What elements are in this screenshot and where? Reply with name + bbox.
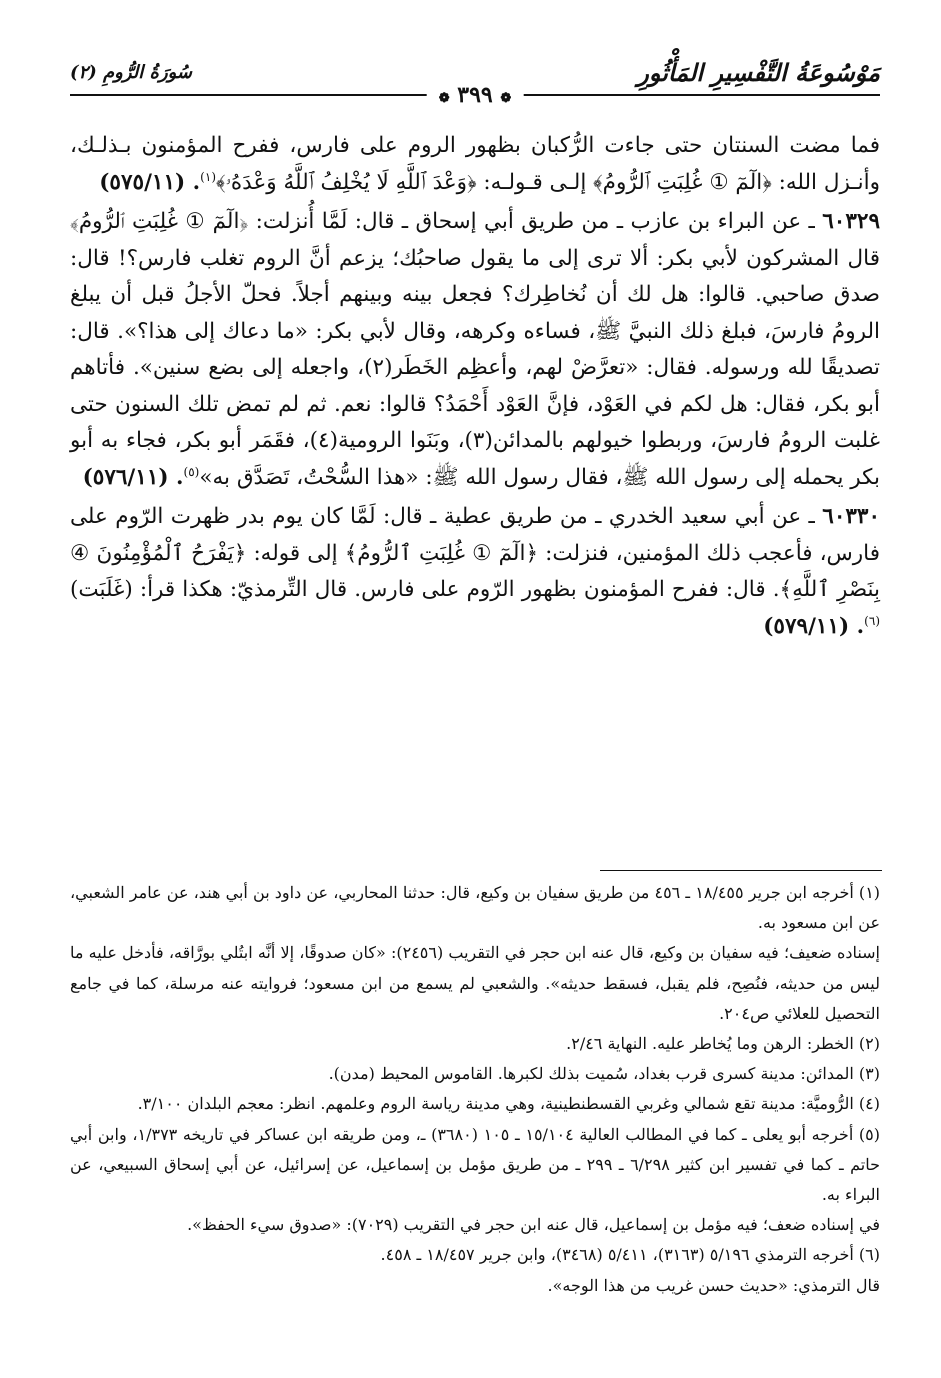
paragraph (70, 128, 880, 201)
footnote-rule (600, 870, 882, 871)
footnote: قال الترمذي: «حديث حسن غريب من هذا الوجه». (547, 1275, 880, 1295)
ornament-icon: ❁ (500, 91, 512, 106)
footnote: إسناده ضعيف؛ فيه سفيان بن وكيع، قال عنه ابن حجر في التقريب (٢٤٥٦): «كان صدوقًا، إلا أنَّه ابتُلي بورَّاقه، فأدخل عليه ما ليس من حديثه، فنُصِح، فلم يقبل، فسقط حديثه». والشعبي لم يسمع من ابن مسعود؛ فروايته عنه مرسلة، كما في جامع التحصيل للعلائي ص٢٠٤. (70, 943, 881, 1023)
page-number: ٣٩٩ (457, 82, 493, 108)
footnote: (٤) الرُّوميَّة: مدينة تقع شمالي وغربي القسطنطينية، وهي مدينة رياسة الروم وعلمهم. انظر: معجم البلدان ٣/١٠٠. (137, 1094, 880, 1114)
page-number-block (427, 82, 524, 108)
surah-label: سُورَةُ الرُّومِ (٢) (70, 62, 193, 83)
footnote: في إسناده ضعف؛ فيه مؤمل بن إسماعيل، قال عنه ابن حجر في التقريب (٧٠٢٩): «صدوق سيء الحفظ». (187, 1215, 880, 1235)
main-text (70, 128, 880, 648)
hadith-number: ٦٠٣٣٠ (822, 504, 881, 529)
paragraph (70, 499, 880, 645)
footnotes (70, 878, 880, 1301)
volume-reference: . (٥٧٦/١١) (82, 464, 184, 490)
paragraph-text: ـ عن أبي سعيد الخدري ـ من طريق عطية ـ قال: لَمَّا كان يوم بدر ظهرت الرّوم على فارس، فأعجب ذلك المؤمنين، فنزلت: ﴿الٓمٓ ① غُلِبَتِ ٱلرُّومُ﴾ إلى قوله: ﴿يَفْرَحُ ٱلْمُؤْمِنُونَ ④ بِنَصْرِ ٱللَّهِ﴾. قال: ففرح المؤمنون بظهور الرّوم على فارس. قال التِّرمذيّ: هكذا قرأ: (غَلَبَت) (70, 504, 880, 602)
hadith-number: ٦٠٣٢٩ (822, 209, 880, 234)
footnote: (٥) أخرجه أبو يعلى ـ كما في المطالب العالية ١٥/١٠٤ ـ ١٠٥ (٣٦٨٠) ـ، ومن طريقه ابن عساكر في تاريخه ١/٣٧٣، وابن أبي حاتم ـ كما في تفسير ابن كثير ٦/٢٩٨ ـ ٢٩٩ ـ من طريق مؤمل بن إسماعيل، عن إسرائيل، عن أبي إسحاق السبيعي، عن البراء به. (70, 1124, 881, 1205)
footnote: (١) أخرجه ابن جرير ١٨/٤٥٥ ـ ٤٥٦ من طريق سفيان بن وكيع، قال: حدثنا المحاربي، عن داود بن أبي هند، عن عامر الشعبي، عن ابن مسعود به. (70, 883, 881, 933)
paragraph-text: فما مضت السنتان حتى جاءت الرُّكبان بظهور الروم على فارس، ففرح المؤمنون بـذلـك، وأنـزل الله: ﴿الٓمٓ ① غُلِبَتِ ٱلرُّومُ﴾ إلـى قـولـه: ﴿وَعْدَ ٱللَّهِ لَا يُخْلِفُ ٱللَّهُ وَعْدَهُۥ﴾ (70, 133, 880, 195)
paragraph (70, 204, 880, 496)
footnote: (٣) المدائن: مدينة كسرى قرب بغداد، سُميت بذلك لكبرها. القاموس المحيط (مدن). (328, 1064, 880, 1084)
paragraph-text: ـ عن البراء بن عازب ـ من طريق أبي إسحاق ـ قال: لَمَّا أُنزلت: ﴿الٓمٓ ① غُلِبَتِ ٱلرُّومُ﴾ قال المشركون لأبي بكر: ألا ترى إلى ما يقول صاحبُك؛ يزعم أنَّ الروم تغلب فارس؟! قال: صدق صاحبي. قالوا: هل لك أن نُخاطِرك؟ فجعل بينه وبينهم أجلاً. فحلّ الأجلُ قبل أن يبلغ الرومُ فارسَ، فبلغ ذلك النبيَّ ﷺ، فساءه وكرهه، وقال لأبي بكر: «ما دعاك إلى هذا؟». قال: تصديقًا لله ورسوله. فقال: «تعرَّضْ لهم، وأعظِم الخَطَر(٢)، واجعله إلى بضع سنين». فأتاهم أبو بكر، فقال: هل لكم في العَوْد، فإنَّ العَوْد أَحْمَدُ؟ قالوا: نعم. ثم لم تمض تلك السنون حتى غلبت الرومُ فارسَ، وربطوا خيولهم بالمدائن(٣)، وبَنَوا الرومية(٤)، فقَمَر أبو بكر، فجاء به أبو بكر يحمله إلى رسول الله ﷺ، فقال رسول الله ﷺ: «هذا السُّحْتُ، تَصَدَّق به» (70, 209, 880, 490)
volume-reference: . (٥٧٥/١١) (99, 169, 201, 195)
footnote: (٦) أخرجه الترمذي ٥/١٩٦ (٣١٦٣)، ٥/٤١١ (٣٤٦٨)، وابن جرير ١٨/٤٥٧ ـ ٤٥٨. (380, 1245, 880, 1265)
footnote-marker[interactable]: (٥) (183, 464, 200, 479)
footnote-marker[interactable]: (٦) (864, 613, 880, 628)
footnote-marker[interactable]: (١) (200, 169, 216, 184)
ornament-icon: ❁ (438, 91, 450, 106)
footnote: (٢) الخطر: الرهن وما يُخاطر عليه. النهاية ٢/٤٦. (566, 1034, 880, 1054)
volume-reference: . (٥٧٩/١١) (763, 613, 865, 639)
running-header (70, 52, 880, 108)
book-title: مَوْسُوعَةُ التَّفْسِيرِ المَأْثُورِ (637, 58, 880, 87)
